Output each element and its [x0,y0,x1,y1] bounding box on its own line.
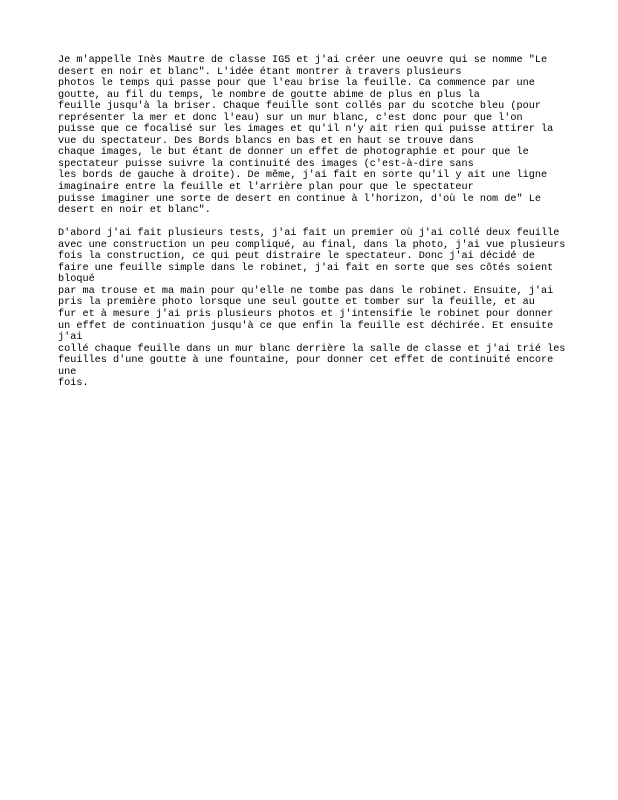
text-line: les bords de gauche à droite). De même, j'ai fait en sorte qu'il y ait une ligne [58,170,548,182]
text-line: collé chaque feuille dans un mur blanc derrière la salle de classe et j'ai trié les [58,343,566,355]
paragraph-spacer [58,217,578,229]
paragraph-1 [58,55,578,217]
text-line: représenter la mer et donc l'eau) sur un mur blanc, c'est donc pour que l'on [58,112,523,124]
text-line: chaque images, le but étant de donner un effet de photographie et pour que le [58,147,529,159]
text-line: spectateur puisse suivre la continuité des images (c'est-à-dire sans [58,158,474,170]
text-line: Je m'appelle Inès Mautre de classe IG5 et j'ai créer une oeuvre qui se nomme "Le [58,55,548,66]
text-line: bloqué [58,274,95,286]
text-line: un effet de continuation jusqu'à ce que enfin la feuille est déchirée. Et ensuite [58,320,554,332]
text-line: par ma trouse et ma main pour qu'elle ne tombe pas dans le robinet. Ensuite, j'ai [58,285,554,297]
text-line: fois la construction, ce qui peut distraire le spectateur. Donc j'ai décidé de [58,251,535,263]
text-line: photos le temps qui passe pour que l'eau brise la feuille. Ca commence par une [58,78,535,90]
text-line: D'abord j'ai fait plusieurs tests, j'ai fait un premier où j'ai collé deux feuille [58,228,560,240]
text-line: pris la première photo lorsque une seul goutte et tomber sur la feuille, et au [58,297,535,309]
text-line: j'ai [58,332,83,344]
text-line: puisse que ce focalisé sur les images et qu'il n'y ait rien qui puisse attirer la [58,124,554,136]
text-line: puisse imaginer une sorte de desert en continue à l'horizon, d'où le nom de" Le [58,193,541,205]
text-line: fois. [58,378,89,390]
document-body [58,55,578,390]
text-line: imaginaire entre la feuille et l'arrière plan pour que le spectateur [58,182,474,194]
text-line: feuille jusqu'à la briser. Chaque feuille sont collés par du scotche bleu (pour [58,101,541,113]
text-line: une [58,366,77,378]
text-line: fur et à mesure j'ai pris plusieurs photos et j'intensifie le robinet pour donner [58,309,554,321]
text-line: desert en noir et blanc". L'idée étant montrer à travers plusieurs [58,66,462,78]
text-line: goutte, au fil du temps, le nombre de goutte abime de plus en plus la [58,89,480,101]
text-line: faire une feuille simple dans le robinet, j'ai fait en sorte que ses côtés soient [58,262,554,274]
text-line: avec une construction un peu compliqué, au final, dans la photo, j'ai vue plusieurs [58,239,566,251]
text-line: desert en noir et blanc". [58,205,211,217]
paragraph-2 [58,228,578,390]
text-line: vue du spectateur. Des Bords blancs en bas et en haut se trouve dans [58,135,474,147]
text-line: feuilles d'une goutte à une fountaine, pour donner cet effet de continuité encore [58,355,554,367]
